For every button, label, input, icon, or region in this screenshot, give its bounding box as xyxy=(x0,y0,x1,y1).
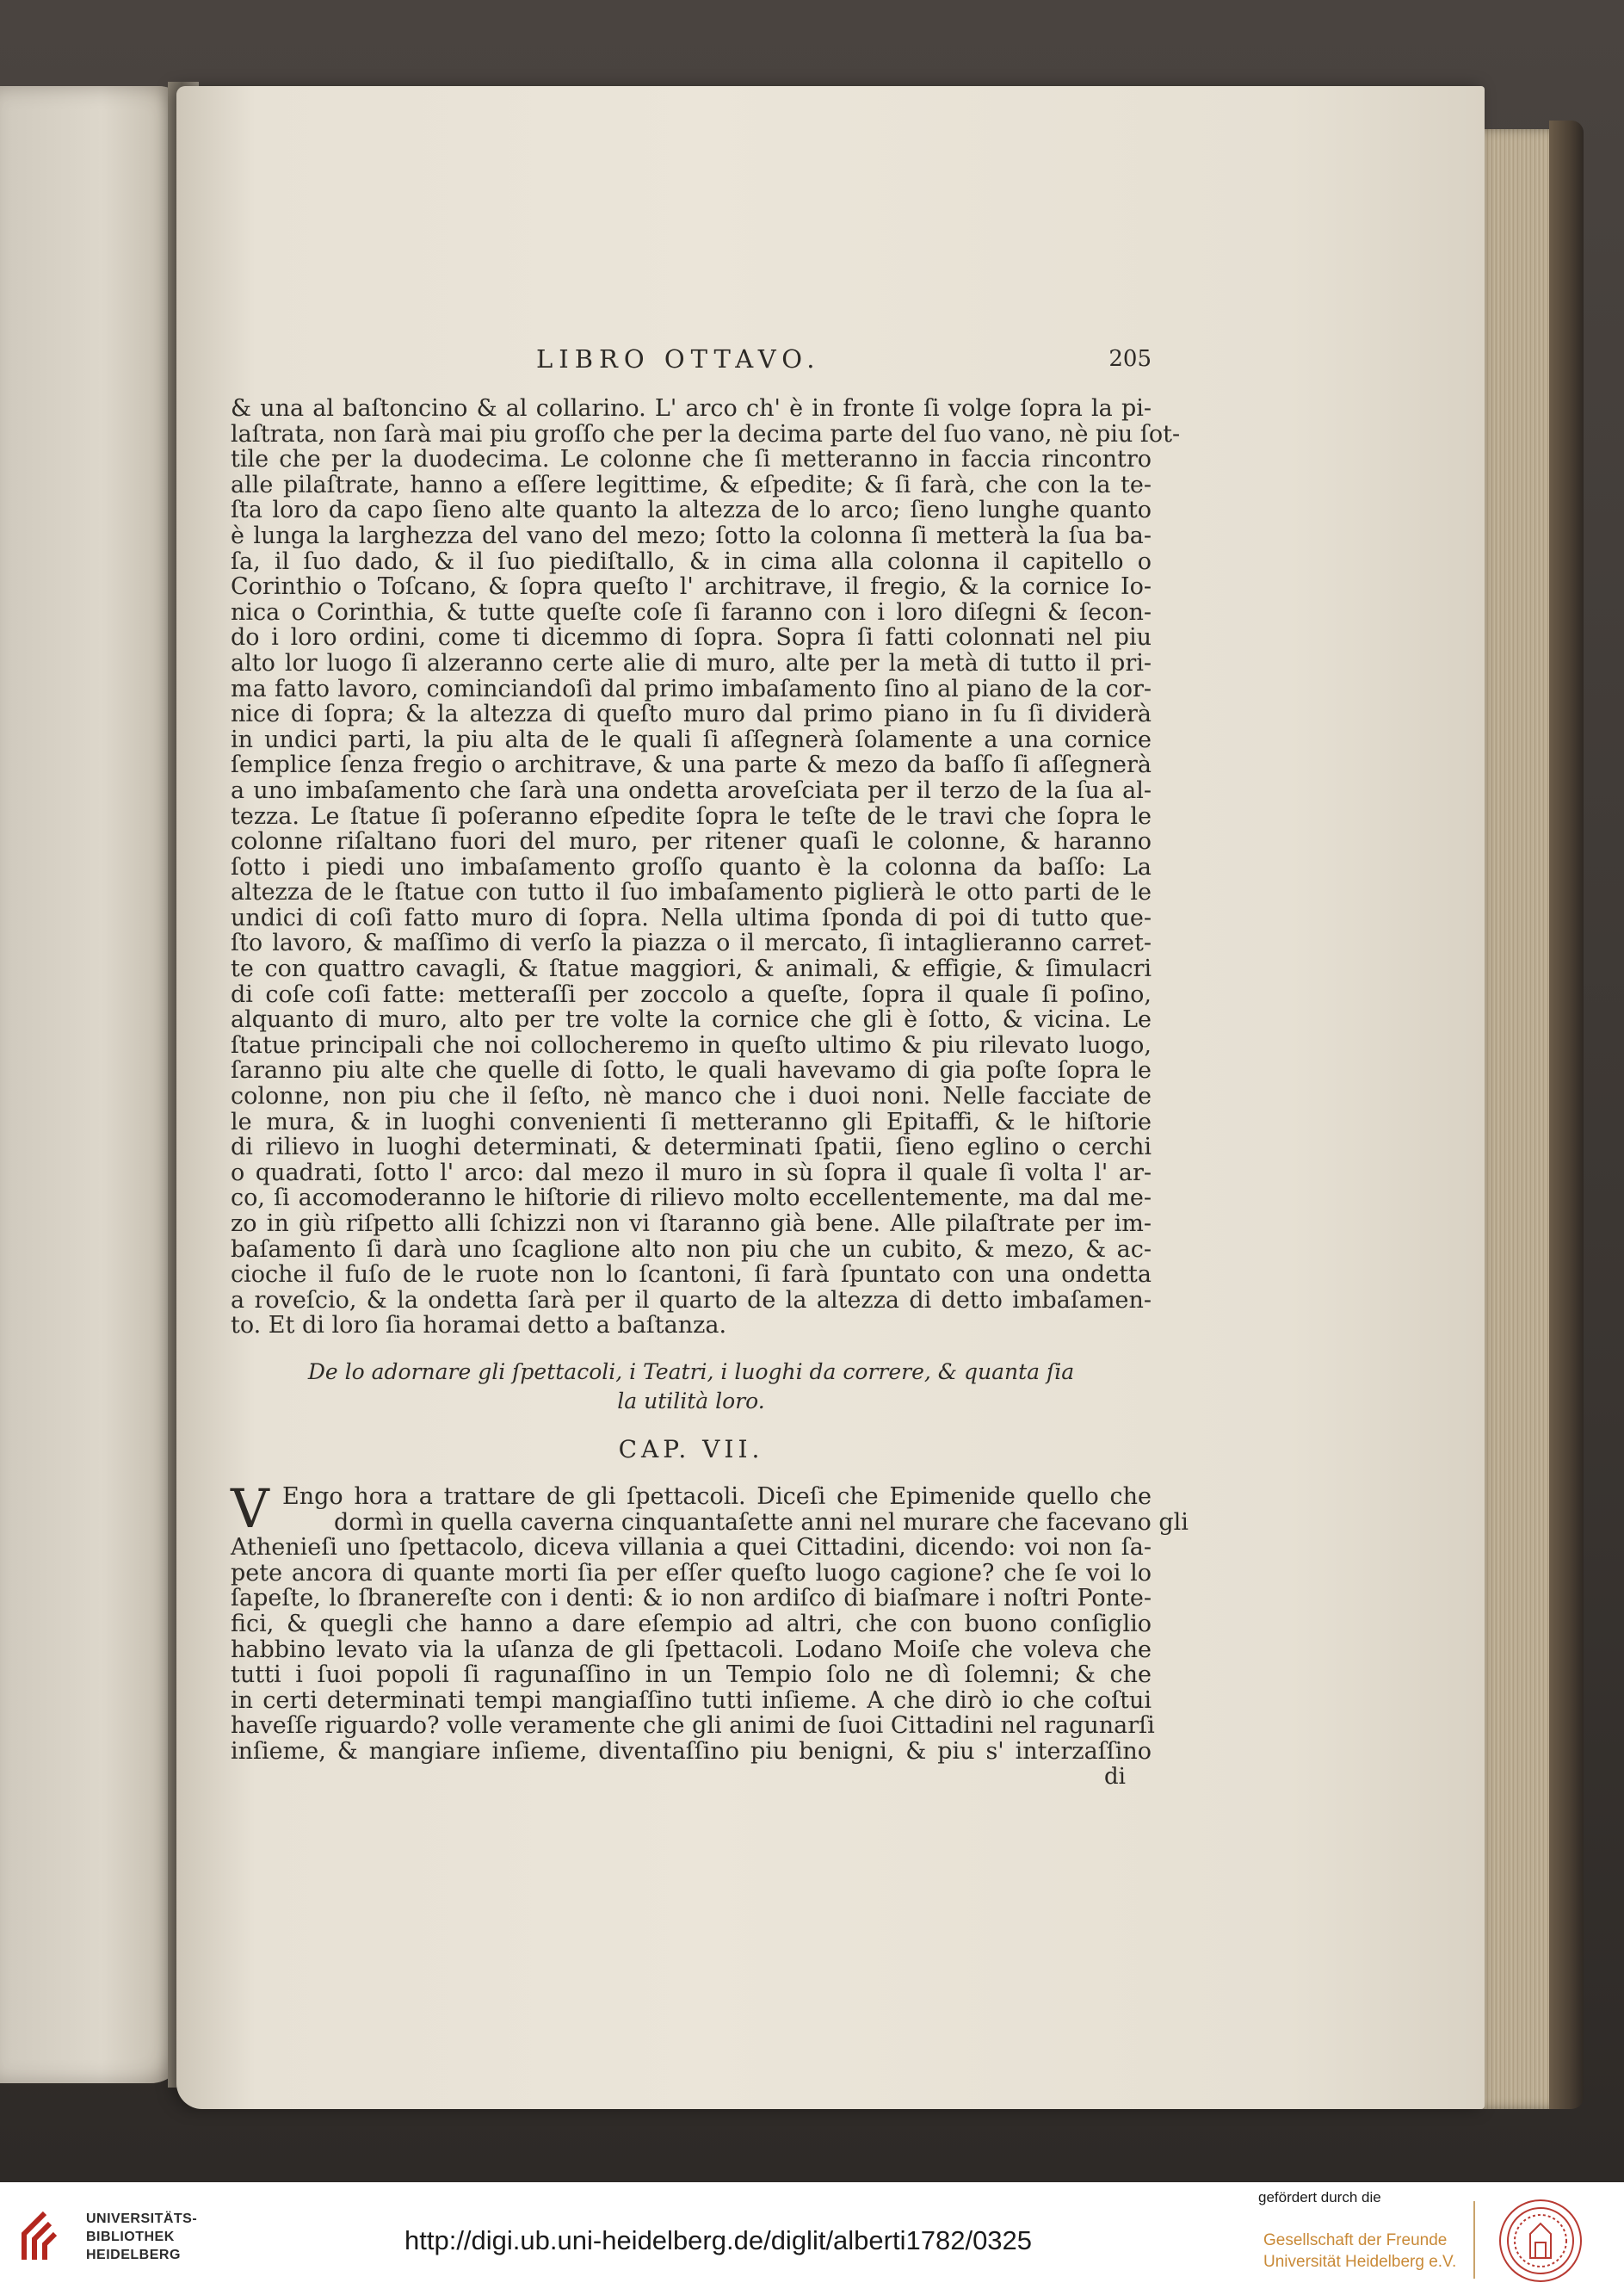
text-line: ſto lavoro, & maſſimo di verſo la piazza o il mercato, ſi intaglieranno carret- xyxy=(231,930,1152,957)
society-name-line: Gesellschaft der Freunde xyxy=(1263,2231,1448,2249)
left-page-edge xyxy=(0,86,185,2083)
page-text xyxy=(231,344,1189,1790)
text-line: ſtatue principali che noi collocheremo in queſto ultimo & piu rilevato luogo, xyxy=(231,1031,1152,1059)
text-line: do i loro ordini, come ti dicemmo di ſopra. Sopra ſi fatti colonnati nel piu xyxy=(231,624,1152,652)
text-line: baſamento ſi darà uno ſcaglione alto non piu che un cubito, & mezo, & ac- xyxy=(231,1235,1152,1263)
text-line: laſtrata, non ſarà mai piu groſſo che per la decima parte del ſuo vano, nè piu ſot- xyxy=(231,420,1181,448)
text-line: di coſe coſi fatte: metteraſſi per zoccolo a queſte, ſopra il quale ſi poſino, xyxy=(231,980,1152,1008)
text-line: tutti i ſuoi popoli ſi ragunaſſino in un Tempio ſolo ne dì ſolemni; & che xyxy=(231,1661,1152,1689)
footer-divider xyxy=(1473,2201,1475,2279)
text-line: ſaranno piu alte che quelle di ſotto, le quali havevamo di gia poſte ſopra le xyxy=(231,1057,1152,1085)
library-name-line: UNIVERSITÄTS- xyxy=(86,2211,198,2226)
text-line: nice di ſopra; & la altezza di queſto muro dal primo piano in ſu ſi dividerà xyxy=(231,701,1152,728)
text-line: ſemplice ſenza fregio o architrave, & una parte & mezo da baſſo ſi aſſegnerà xyxy=(231,752,1152,779)
running-title: LIBRO OTTAVO. xyxy=(536,344,821,374)
text-line: dormì in quella caverna cinquantaſette anni nel murare che facevano gli xyxy=(334,1508,1189,1536)
text-line: in certi determinati tempi mangiaſſino tutti inſieme. A che dirò io che coſtui xyxy=(231,1686,1152,1714)
text-line: tezza. Le ſtatue ſi poſeranno eſpedite ſopra le teſte de le travi che ſopra le xyxy=(231,802,1152,830)
text-line: undici di coſi fatto muro di ſopra. Nella ultima ſponda di poi di tutto que- xyxy=(231,904,1152,931)
text-line: alto lor luogo ſi alzeranno certe alie di muro, alte per la metà di tutto il pri- xyxy=(231,649,1152,677)
funded-by-text: gefördert durch die xyxy=(1258,2189,1381,2205)
text-line: alle pilaſtrate, hanno a eſſere legittime, & eſpedite; & ſi farà, che con la te- xyxy=(231,471,1152,498)
chapter-heading-line: la utilità loro. xyxy=(617,1388,765,1413)
text-line: fici, & quegli che hanno a dare eſempio ad altri, che con buono conſiglio xyxy=(231,1610,1152,1637)
text-line: a uno imbaſamento che ſarà una ondetta aroveſciata per il terzo de la ſua al- xyxy=(231,776,1152,804)
text-line: a roveſcio, & la ondetta ſarà per il quarto de la altezza di detto imbaſamen- xyxy=(231,1286,1152,1314)
university-seal-icon xyxy=(1497,2198,1584,2284)
text-line: in undici parti, la piu alta de le quali ſi aſſegnerà ſolamente a una cornice xyxy=(231,726,1152,753)
text-line: altezza de le ſtatue con tutto il ſuo imbaſamento piglierà le otto parti de le xyxy=(231,879,1152,906)
running-head xyxy=(231,344,1152,396)
chapter-heading xyxy=(231,1358,1152,1416)
text-line: & una al baſtoncino & al collarino. L' arco ch' è in fronte ſi volge ſopra la pi- xyxy=(231,395,1152,422)
book-cover-edge xyxy=(1549,121,1584,2109)
text-line: pete ancora di quante morti ſia per eſſer queſto luogo cagione? che ſe voi lo xyxy=(231,1559,1152,1587)
page-number: 205 xyxy=(1108,346,1152,372)
text-line: alquanto di muro, alto per tre volte la cornice che gli è ſotto, & vicina. Le xyxy=(231,1006,1152,1034)
text-line: Corinthio o Toſcano, & ſopra queſto l' architrave, il fregio, & la cornice Io- xyxy=(231,573,1152,601)
text-line: Athenieſi uno ſpettacolo, diceva villania a quei Cittadini, dicendo: voi non ſa- xyxy=(231,1534,1152,1562)
text-line: è lunga la larghezza del vano del mezo; ſotto la colonna ſi metterà la ſua ba- xyxy=(231,522,1152,549)
text-line: ſa, il ſuo dado, & il ſuo piediſtallo, & in cima alla colonna il capitello o xyxy=(231,547,1152,575)
text-line: Engo hora a trattare de gli ſpettacoli. Diceſi che Epimenide quello che xyxy=(282,1482,1152,1510)
text-line: colonne, non piu che il ſeſto, nè manco che i duoi noni. Nelle facciate de xyxy=(231,1083,1152,1110)
paragraph-1 xyxy=(231,395,1181,1339)
text-line: ſapeſte, lo ſbranereſte con i denti: & io non ardiſco di biaſmare i noſtri Ponte- xyxy=(231,1585,1152,1612)
text-line: cioche il fuſo de le ruote non lo ſcantoni, ſi farà ſpuntato con una ondetta xyxy=(231,1261,1152,1289)
ub-heidelberg-logo-icon xyxy=(19,2208,76,2265)
library-name xyxy=(86,2210,197,2264)
society-name xyxy=(1263,2230,1456,2273)
text-line: ſta loro da capo ſieno alte quanto la altezza de lo arco; ſieno lunghe quanto xyxy=(231,497,1152,524)
text-line: co, ſi accomoderanno le hiſtorie di rilievo molto eccellentemente, ma dal me- xyxy=(231,1185,1152,1212)
text-line: di rilievo in luoghi determinati, & determinati ſpatii, ſieno eglino o cerchi xyxy=(231,1134,1152,1161)
text-line: te con quattro cavagli, & ſtatue maggiori, & animali, & effigie, & ſimulacri xyxy=(231,956,1152,983)
text-line: nica o Corinthia, & tutte queſte coſe ſi faranno con i loro diſegni & ſecon- xyxy=(231,598,1152,626)
text-line: tile che per la duodecima. Le colonne che ſi metteranno in faccia rincontro xyxy=(231,446,1152,473)
catchword: di xyxy=(1104,1763,1126,1790)
text-line: colonne riſaltano fuori del muro, per ritener quaſi le colonne, & haranno xyxy=(231,828,1152,856)
permalink-url[interactable]: http://digi.ub.uni-heidelberg.de/diglit/alberti1782/0325 xyxy=(404,2225,1033,2255)
society-name-line: Universität Heidelberg e.V. xyxy=(1263,2253,1457,2271)
library-name-line: HEIDELBERG xyxy=(86,2248,181,2262)
text-line: ſotto i piedi uno imbaſamento groſſo quanto è la colonna da baſſo: La xyxy=(231,853,1152,881)
library-name-line: BIBLIOTHEK xyxy=(86,2230,175,2244)
text-line: inſieme, & mangiare inſieme, diventaſſino piu benigni, & piu s' interzaſſino xyxy=(231,1737,1152,1765)
paragraph-2 xyxy=(231,1476,1189,1765)
chapter-heading-line: De lo adornare gli ſpettacoli, i Teatri, i luoghi da correre, & quanta ſia xyxy=(307,1358,1075,1384)
text-line: zo in giù riſpetto alli ſchizzi non vi ſtaranno già bene. Alle pilaſtrate per im- xyxy=(231,1210,1152,1237)
chapter-number: CAP. VII. xyxy=(618,1434,764,1463)
footer-bar xyxy=(0,2182,1624,2295)
text-line: ma fatto lavoro, cominciandoſi dal primo imbaſamento ſino al piano de la cor- xyxy=(231,675,1152,702)
text-line: to. Et di loro ſia horamai detto a baſtanza. xyxy=(231,1312,727,1339)
text-line: o quadrati, ſotto l' arco: dal mezo il muro in sù ſopra il quale ſi volta l' ar- xyxy=(231,1159,1152,1186)
text-line: haveſſe riguardo? volle veramente che gli animi de ſuoi Cittadini nel ragunarſi xyxy=(231,1712,1155,1740)
text-line: habbino levato via la uſanza de gli ſpettacoli. Lodano Moiſe che voleva che xyxy=(231,1636,1152,1663)
initial-letter: V xyxy=(231,1476,269,1540)
text-line: le mura, & in luoghi convenienti ſi metteranno gli Epitaffi, & le hiſtorie xyxy=(231,1108,1152,1135)
